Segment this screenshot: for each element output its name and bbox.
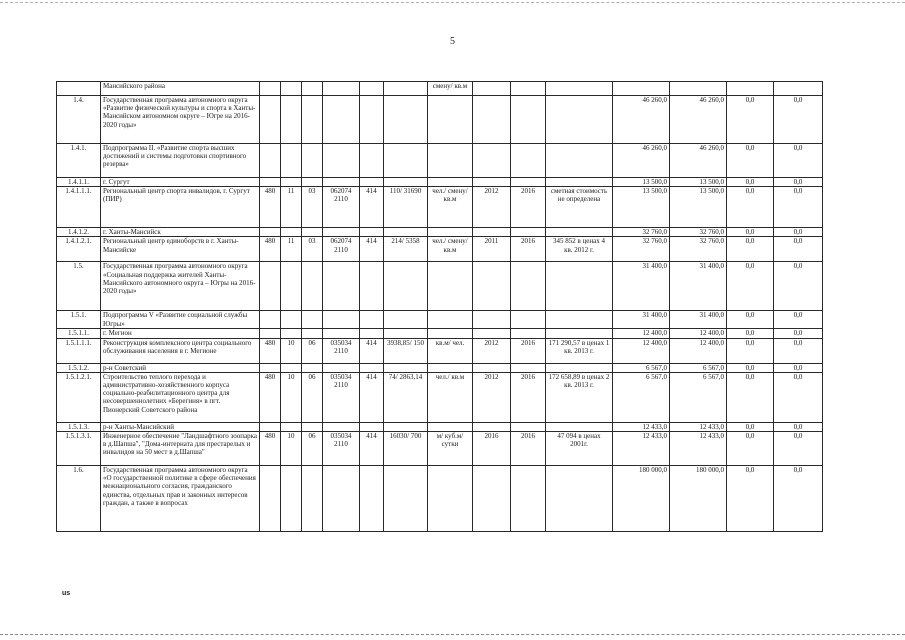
table-cell-c10: 2012 [473,372,511,422]
table-cell-c15: 0,0 [727,338,774,363]
table-cell-c10: 2011 [473,237,511,262]
table-cell-c11 [511,363,546,372]
table-cell-c4: 11 [281,237,302,262]
table-cell-c11: 2016 [511,187,546,228]
table-cell-c16: 0,0 [774,237,823,262]
table-cell-c9 [428,144,473,178]
table-cell-c9: чел./ кв.м [428,372,473,422]
table-cell-c5: 06 [302,372,323,422]
table-cell-c6: 035034 2110 [323,338,360,363]
table-cell-c12: 345 852 в ценах 4 кв. 2012 г. [546,237,613,262]
table-cell-c3 [260,422,281,431]
table-cell-c13: 12 400,0 [613,338,670,363]
table-cell-c3 [260,96,281,144]
table-cell-c8 [384,466,428,532]
table-cell-c15: 0,0 [727,422,774,431]
table-cell-c16: 0,0 [774,466,823,532]
table-cell-c9 [428,422,473,431]
table-cell-c8 [384,144,428,178]
table-cell-c15: 0,0 [727,432,774,466]
table-cell-num: 1.5.1.1.1. [57,338,101,363]
table-cell-c12: сметная стоимость не определена [546,187,613,228]
table-row [57,237,823,262]
table-row [57,187,823,228]
table-cell-c14: 32 760,0 [670,228,727,237]
table-cell-c14: 32 760,0 [670,237,727,262]
table-cell-c10 [473,466,511,532]
table-cell-c9 [428,311,473,329]
table-cell-c5 [302,466,323,532]
table-cell-c4 [281,466,302,532]
table-cell-c10 [473,422,511,431]
table-cell-c4 [281,96,302,144]
table-cell-c11 [511,262,546,311]
table-row [57,178,823,187]
table-cell-c3 [260,178,281,187]
table-cell-c16: 0,0 [774,422,823,431]
table-cell-c9: чел./ смену/ кв.м [428,187,473,228]
table-cell-c4 [281,422,302,431]
table-cell-name: Строительство теплого перехода и административно-хозяйственного корпуса социально-реабилитационного центра для несовершеннолетних «Берегиня» в пгт. Пионерский Советского района [101,372,260,422]
table-cell-c6: 035034 2110 [323,372,360,422]
table-cell-c5: 06 [302,432,323,466]
table-cell-num: 1.5.1.3. [57,422,101,431]
table-cell-c4: 10 [281,372,302,422]
table-cell-name: Реконструкция комплексного центра социального обслуживания населения в г. Мегионе [101,338,260,363]
table-cell-c6: 035034 2110 [323,432,360,466]
table-cell-c15: 0,0 [727,187,774,228]
table-cell-c15: 0,0 [727,363,774,372]
table-cell-c13: 6 567,0 [613,363,670,372]
table-cell-num: 1.5.1.1. [57,329,101,338]
table-cell-name: р-н Ханты-Мансийский [101,422,260,431]
table-cell-c7: 414 [360,372,384,422]
table-cell-c16: 0,0 [774,262,823,311]
table-cell-c15: 0,0 [727,144,774,178]
table-cell-name: Региональный центр единоборств в г. Ханты-Мансийске [101,237,260,262]
table-cell-c8 [384,96,428,144]
table-cell-c8 [384,228,428,237]
page-number: 5 [450,36,455,47]
table-cell-num: 1.5.1.2.1. [57,372,101,422]
table-cell-num: 1.6. [57,466,101,532]
table-cell-c8: 3938,85/ 150 [384,338,428,363]
table-cell-c15 [727,82,774,96]
table-cell-c10 [473,96,511,144]
table-cell-c10 [473,262,511,311]
table-cell-c9 [428,228,473,237]
table-cell-c5 [302,311,323,329]
table-cell-c4 [281,144,302,178]
table-cell-num: 1.4.1.1. [57,178,101,187]
table-cell-c9: кв.м/ чел. [428,338,473,363]
table-cell-c4 [281,329,302,338]
table-cell-name: Подпрограмма II. «Развитие спорта высших достижений и системы подготовки спортивного резерва» [101,144,260,178]
table-cell-c13: 31 400,0 [613,262,670,311]
table-cell-c5 [302,262,323,311]
table-cell-c4 [281,363,302,372]
table-cell-c12 [546,311,613,329]
table-cell-c7: 414 [360,338,384,363]
table-cell-c15: 0,0 [727,96,774,144]
table-cell-c6 [323,311,360,329]
table-cell-c9 [428,363,473,372]
table-cell-c7 [360,178,384,187]
table-cell-name: Мансийского района [101,82,260,96]
table-cell-c11 [511,96,546,144]
table-cell-c4 [281,311,302,329]
table-cell-c13: 6 567,0 [613,372,670,422]
table-cell-c15: 0,0 [727,466,774,532]
table-row [57,432,823,466]
table-cell-c15: 0,0 [727,262,774,311]
table-row [57,311,823,329]
table-cell-c11 [511,82,546,96]
table-cell-c15: 0,0 [727,311,774,329]
table-cell-c10: 2012 [473,338,511,363]
table-cell-name: Государственная программа автономного округа «Развитие физической культуры и спорта в Ханты-Мансийском автономном округе – Югре на 2016-2020 годы» [101,96,260,144]
table-cell-c14: 13 500,0 [670,187,727,228]
table-row [57,372,823,422]
table-cell-c16: 0,0 [774,187,823,228]
table-cell-c5: 06 [302,338,323,363]
table-cell-c6: 062074 2110 [323,237,360,262]
table-cell-c15: 0,0 [727,228,774,237]
table-cell-c9 [428,329,473,338]
table-cell-c11 [511,329,546,338]
table-cell-name: Подпрограмма V «Развитие социальной службы Югры» [101,311,260,329]
table-row [57,338,823,363]
table-cell-c4 [281,82,302,96]
table-cell-c12: 47 094 в ценах 2001г. [546,432,613,466]
table-cell-num: 1.4. [57,96,101,144]
table-cell-c3: 480 [260,187,281,228]
table-cell-c12 [546,363,613,372]
table-cell-c9 [428,466,473,532]
table-cell-c5: 03 [302,237,323,262]
table-cell-c7 [360,96,384,144]
table-cell-c12 [546,82,613,96]
table-cell-c13: 31 400,0 [613,311,670,329]
table-cell-num: 1.5. [57,262,101,311]
table-cell-c7 [360,262,384,311]
table-cell-c6 [323,422,360,431]
table-cell-c10: 2012 [473,187,511,228]
table-cell-c14: 12 400,0 [670,329,727,338]
table-row [57,82,823,96]
table-cell-c10 [473,178,511,187]
table-cell-name: Региональный центр спорта инвалидов, г. Сургут (ПИР) [101,187,260,228]
table-cell-c9: чел./ смену/ кв.м [428,237,473,262]
table-cell-c6: 062074 2110 [323,187,360,228]
table-row [57,262,823,311]
table-row [57,228,823,237]
table-cell-c7 [360,422,384,431]
table-cell-c7 [360,144,384,178]
table-cell-num: 1.4.1. [57,144,101,178]
table-cell-c6 [323,329,360,338]
table-cell-num: 1.4.1.2. [57,228,101,237]
table-cell-c11: 2016 [511,432,546,466]
table-cell-c6 [323,466,360,532]
table-cell-c8 [384,82,428,96]
table-cell-c12 [546,144,613,178]
table-cell-c7: 414 [360,237,384,262]
table-cell-c14: 180 000,0 [670,466,727,532]
table-cell-c14: 31 400,0 [670,262,727,311]
table-cell-c14: 12 433,0 [670,432,727,466]
table-cell-c8 [384,178,428,187]
table-cell-c16: 0,0 [774,363,823,372]
table-cell-c8 [384,311,428,329]
table-cell-c15: 0,0 [727,178,774,187]
table-cell-name: р-н Советский [101,363,260,372]
table-cell-c14: 6 567,0 [670,372,727,422]
table-cell-c6 [323,144,360,178]
table-cell-c8 [384,329,428,338]
table-cell-c11 [511,422,546,431]
table-cell-c6 [323,228,360,237]
table-cell-c5 [302,329,323,338]
table-cell-c16: 0,0 [774,228,823,237]
table-cell-c13: 32 760,0 [613,237,670,262]
table-cell-num: 1.4.1.1.1. [57,187,101,228]
table-cell-c4: 10 [281,338,302,363]
table-cell-c12: 171 290,57 в ценах 1 кв. 2013 г. [546,338,613,363]
table-row [57,144,823,178]
table-cell-c10 [473,82,511,96]
table-cell-c5 [302,96,323,144]
table-cell-c16: 0,0 [774,372,823,422]
table-cell-c3 [260,82,281,96]
table-cell-c7 [360,363,384,372]
table-cell-c7 [360,466,384,532]
table-cell-num [57,82,101,96]
table-row [57,96,823,144]
table-cell-c16: 0,0 [774,338,823,363]
table-cell-c10 [473,363,511,372]
table-cell-c4: 11 [281,187,302,228]
table-cell-c6 [323,262,360,311]
table-cell-c10 [473,311,511,329]
table-cell-c13: 12 400,0 [613,329,670,338]
table-cell-c13: 32 760,0 [613,228,670,237]
table-cell-c7 [360,228,384,237]
table-cell-c9 [428,262,473,311]
table-cell-c11 [511,466,546,532]
bottom-scan-edge [0,634,905,635]
table-cell-c13: 46 260,0 [613,96,670,144]
table-cell-c16: 0,0 [774,96,823,144]
table-cell-name: г. Мегион [101,329,260,338]
table-cell-c3: 480 [260,372,281,422]
table-cell-c16: 0,0 [774,178,823,187]
table-cell-c13: 12 433,0 [613,422,670,431]
table-cell-c11 [511,144,546,178]
table-row [57,363,823,372]
table-cell-c7 [360,311,384,329]
table-cell-c8 [384,262,428,311]
table-cell-c13: 180 000,0 [613,466,670,532]
table-cell-name: Государственная программа автономного округа «Социальная поддержка жителей Ханты-Мансийского автономного округа – Югры на 2016-2020 годы» [101,262,260,311]
table-cell-c8: 74/ 2863,14 [384,372,428,422]
table-cell-c14 [670,82,727,96]
table-cell-c5 [302,178,323,187]
table-cell-c6 [323,363,360,372]
table-cell-c14: 13 500,0 [670,178,727,187]
table-cell-c3 [260,228,281,237]
table-cell-c5 [302,422,323,431]
table-cell-c9 [428,178,473,187]
table-cell-name: Инженерное обеспечение "Ландшафтного зоопарка в д.Шапша", "Дома-интерната для престарелых и инвалидов на 50 мест в д.Шапша" [101,432,260,466]
table-cell-c11 [511,178,546,187]
table-cell-c14: 31 400,0 [670,311,727,329]
table-cell-c12 [546,228,613,237]
table-cell-num: 1.5.1. [57,311,101,329]
table-cell-c13 [613,82,670,96]
table-cell-c7 [360,82,384,96]
table-cell-c12 [546,96,613,144]
table-cell-num: 1.4.1.2.1. [57,237,101,262]
footer-code: us [62,590,71,597]
table-cell-c12 [546,329,613,338]
table-cell-c16 [774,82,823,96]
table-row [57,466,823,532]
table-cell-c5 [302,144,323,178]
table-cell-c10 [473,329,511,338]
table-cell-c12 [546,466,613,532]
table-cell-c14: 12 400,0 [670,338,727,363]
top-scan-edge [0,2,905,3]
table-cell-c5 [302,228,323,237]
table-cell-c4 [281,262,302,311]
table-cell-c4 [281,178,302,187]
table-cell-c10 [473,228,511,237]
table-cell-c3 [260,311,281,329]
table-cell-c9 [428,96,473,144]
table-cell-c16: 0,0 [774,144,823,178]
table-cell-name: г. Ханты-Мансийск [101,228,260,237]
table-cell-c13: 13 500,0 [613,178,670,187]
table-cell-num: 1.5.1.3.1. [57,432,101,466]
table-cell-c9: м/ куб.м/ сутки [428,432,473,466]
table-cell-c6 [323,178,360,187]
table-cell-c8 [384,363,428,372]
table-cell-c7: 414 [360,187,384,228]
table-cell-c11: 2016 [511,338,546,363]
table-cell-c14: 6 567,0 [670,363,727,372]
table-cell-c8 [384,422,428,431]
table-row [57,422,823,431]
table-cell-c12 [546,422,613,431]
table-cell-c3 [260,262,281,311]
table-cell-c8: 16030/ 700 [384,432,428,466]
table-row [57,329,823,338]
table-cell-c3 [260,329,281,338]
table-cell-c5 [302,363,323,372]
table-cell-c3: 480 [260,432,281,466]
table-cell-c15: 0,0 [727,237,774,262]
table-cell-c15: 0,0 [727,372,774,422]
table-cell-c3: 480 [260,338,281,363]
investment-table [56,81,823,532]
table-cell-c8: 110/ 31690 [384,187,428,228]
table-cell-c6 [323,96,360,144]
table-cell-c3 [260,144,281,178]
table-cell-name: г. Сургут [101,178,260,187]
table-cell-c11: 2016 [511,372,546,422]
table-cell-c16: 0,0 [774,329,823,338]
table-cell-name: Государственная программа автономного округа «О государственной политике в сфере обеспечения межнационального согласия, гражданского единства, отдельных прав и законных интересов граждан, а также в вопросах [101,466,260,532]
table-cell-c16: 0,0 [774,432,823,466]
table-cell-c14: 12 433,0 [670,422,727,431]
table-cell-c10 [473,144,511,178]
table-cell-c10: 2016 [473,432,511,466]
table-cell-c11 [511,228,546,237]
table-cell-c3 [260,363,281,372]
table-cell-num: 1.5.1.2. [57,363,101,372]
table-cell-c13: 13 500,0 [613,187,670,228]
table-cell-c11 [511,311,546,329]
table-cell-c8: 214/ 5358 [384,237,428,262]
table-cell-c11: 2016 [511,237,546,262]
table-cell-c12 [546,262,613,311]
table-cell-c13: 12 433,0 [613,432,670,466]
table-cell-c6 [323,82,360,96]
table-cell-c7: 414 [360,432,384,466]
table-cell-c3: 480 [260,237,281,262]
table-cell-c12 [546,178,613,187]
table-cell-c14: 46 260,0 [670,144,727,178]
table-cell-c14: 46 260,0 [670,96,727,144]
table-cell-c15: 0,0 [727,329,774,338]
table-cell-c3 [260,466,281,532]
table-cell-c13: 46 260,0 [613,144,670,178]
table-cell-c5 [302,82,323,96]
table-cell-c9: смену/ кв.м [428,82,473,96]
table-cell-c4 [281,228,302,237]
table-cell-c4: 10 [281,432,302,466]
table-cell-c12: 172 658,89 в ценах 2 кв. 2013 г. [546,372,613,422]
table-cell-c5: 03 [302,187,323,228]
table-cell-c16: 0,0 [774,311,823,329]
table-cell-c7 [360,329,384,338]
